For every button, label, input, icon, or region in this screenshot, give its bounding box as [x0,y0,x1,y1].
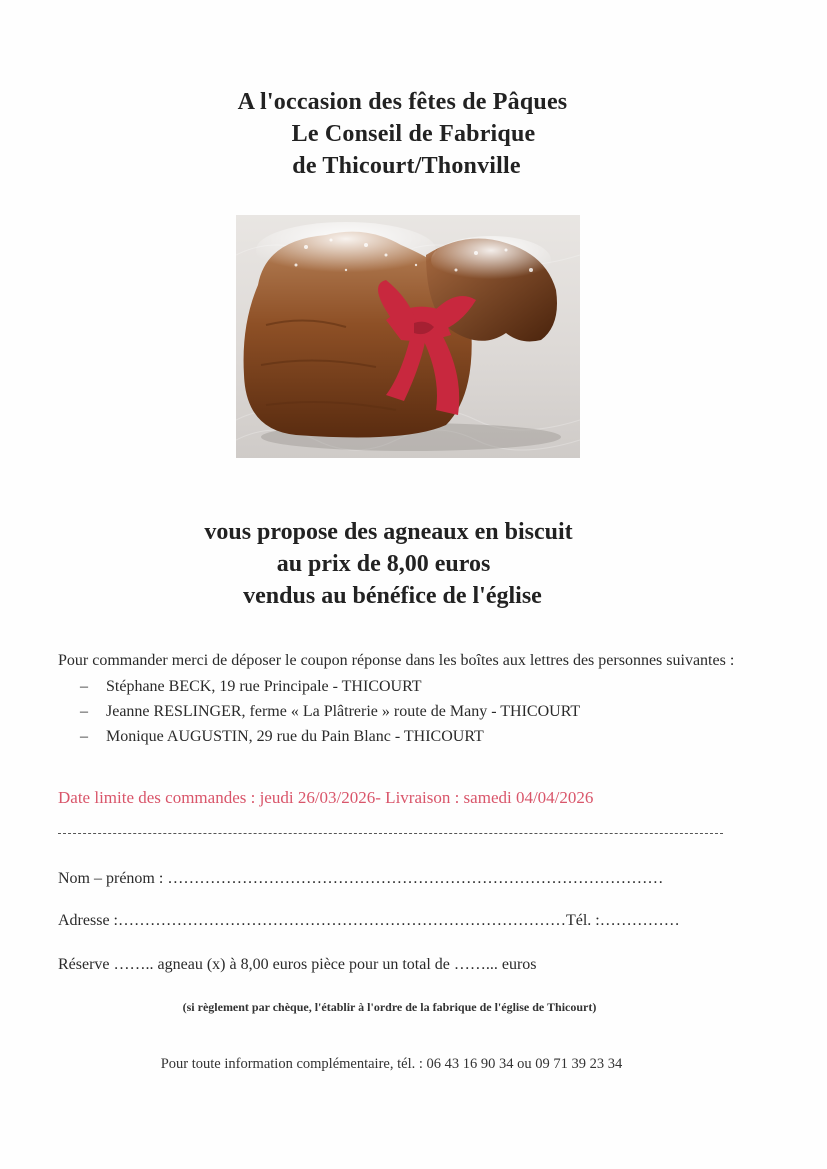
lamb-cake-illustration [236,215,580,458]
bullet-dash: – [80,678,88,695]
contact-text: Jeanne RESLINGER, ferme « La Plâtrerie » route de Many - THICOURT [106,703,581,720]
instructions-intro: Pour commander merci de déposer le coupon réponse dans les boîtes aux lettres des personnes suivantes : [58,652,735,669]
order-deadline: Date limite des commandes : jeudi 26/03/2026- Livraison : samedi 04/04/2026 [58,788,594,807]
name-field-line: Nom – prénom : ………………………………………………………………………………… [58,870,664,887]
easter-lamb-cake-photo [236,215,580,458]
bullet-dash: – [80,703,88,720]
header-title [0,86,827,182]
contact-item [58,724,758,749]
contact-text: Stéphane BECK, 19 rue Principale - THICOURT [106,678,422,695]
offer-text [0,516,827,612]
order-instructions [58,650,758,749]
contact-text: Monique AUGUSTIN, 29 rue du Pain Blanc - THICOURT [106,728,484,745]
contact-list [58,674,758,749]
offer-line-1: vous propose des agneaux en biscuit [204,519,573,545]
header-line-3: de Thicourt/Thonville [292,153,521,179]
offer-line-3: vendus au bénéfice de l'église [243,583,542,609]
cut-line-divider [58,833,723,834]
contact-info-phone: Pour toute information complémentaire, tél. : 06 43 16 90 34 ou 09 71 39 23 34 [160,1056,623,1072]
offer-line-2: au prix de 8,00 euros [276,551,491,577]
contact-item [58,674,758,699]
reservation-field-line: Réserve …….. agneau (x) à 8,00 euros pièce pour un total de ……... euros [58,956,537,973]
header-line-2: Le Conseil de Fabrique [291,121,536,147]
address-phone-field-line: Adresse :…………………………………………………………………………Tél. :…………… [58,912,680,929]
contact-item [58,699,758,724]
cheque-payment-note: (si règlement par chèque, l'établir à l'ordre de la fabrique de l'église de Thicourt) [182,1000,597,1014]
header-line-1: A l'occasion des fêtes de Pâques [237,89,568,115]
bullet-dash: – [80,728,88,745]
